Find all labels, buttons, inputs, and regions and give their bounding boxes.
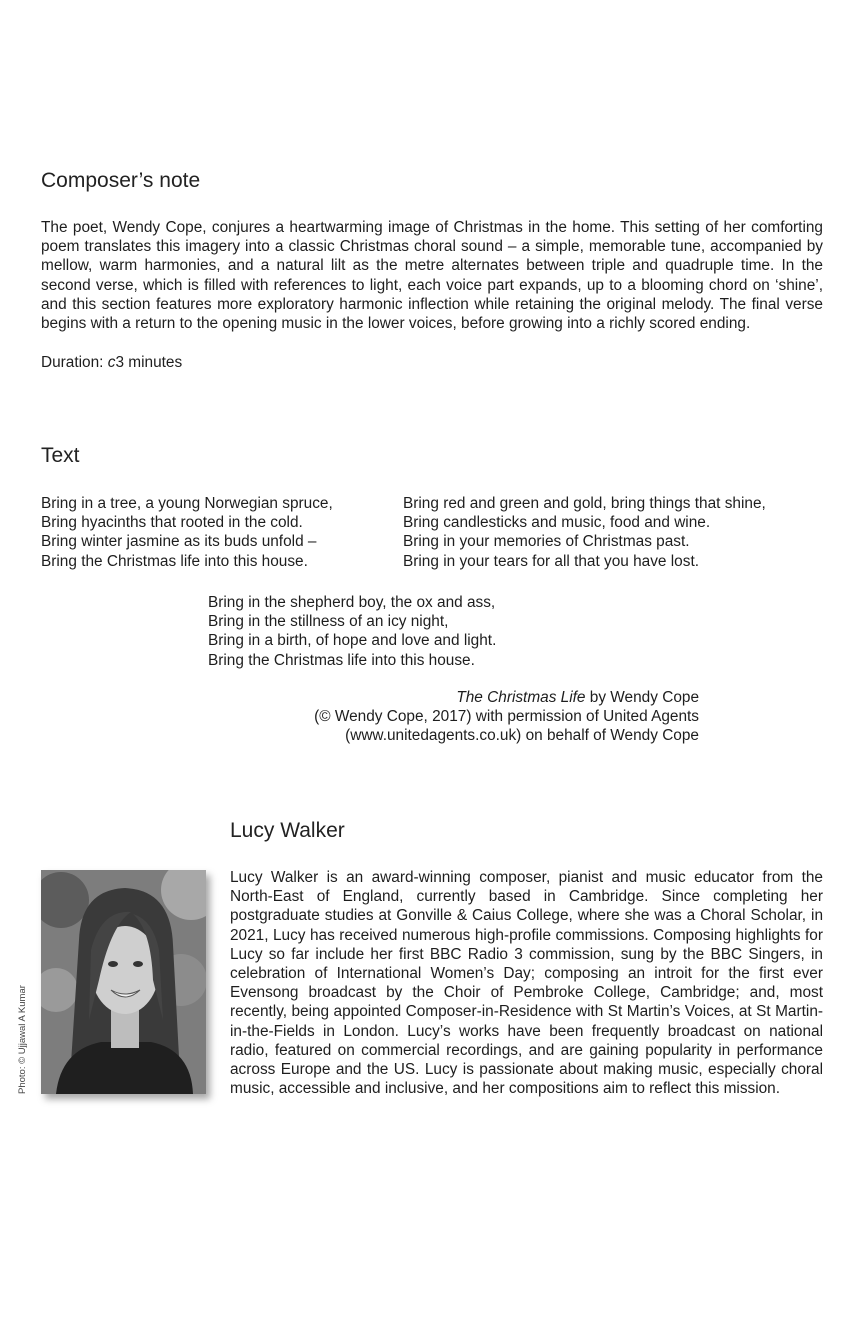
poem-title: The Christmas Life — [456, 689, 586, 706]
stanza-line: Bring the Christmas life into this house. — [41, 552, 308, 570]
bio-heading: Lucy Walker — [230, 819, 345, 842]
poem-credit — [314, 688, 699, 746]
stanza-line: Bring red and green and gold, bring things that shine, — [403, 495, 766, 512]
stanza-line: Bring the Christmas life into this house. — [208, 651, 475, 669]
composers-note-paragraph: The poet, Wendy Cope, conjures a heartwarming image of Christmas in the home. This setting of her comforting poem translates this imagery into a classic Christmas choral sound – a simple, memorable tune, accompanied by mellow, warm harmonies, and a natural lilt as the metre alternates between triple and quadruple time. In the second verse, which is filled with references to light, each voice part expands, up to a blooming chord on ‘shine’, and this section features more exploratory harmonic inflection while retaining the original melody. The final verse begins with a return to the opening music in the lower voices, before growing into a richly scored ending. — [41, 219, 823, 333]
composer-photo — [41, 870, 206, 1094]
bio-paragraph: Lucy Walker is an award-winning composer, pianist and music educator from the North-East of England, currently based in Cambridge. Since completing her postgraduate studies at Gonville & Caius College, where she was a Choral Scholar, in 2021, Lucy has received numerous high-profile commissions. Composing highlights for Lucy so far include her first BBC Radio 3 commission, sung by the BBC Singers, in celebration of International Women’s Day; composing an introit for the first ever Evensong broadcast by the Choir of Pembroke College, Cambridge; and, most recently, being appointed Composer-in-Residence with St Martin’s Voices, at St Martin-in-the-Fields in London. Lucy’s works have been frequently broadcast on national radio, featured on commercial recordings, and are gaining popularity in performance across Europe and the US. Lucy is passionate about making music, especially choral music, accessible and inclusive, and her compositions aim to reflect this mission. — [230, 869, 823, 1098]
stanza-line: Bring candlesticks and music, food and wine. — [403, 514, 711, 532]
stanza-line: Bring in a birth, of hope and love and light. — [208, 632, 497, 650]
duration-label: Duration: — [41, 354, 108, 371]
stanza-line: Bring in your tears for all that you have lost. — [403, 552, 699, 570]
stanza-line: Bring in your memories of Christmas past. — [403, 533, 690, 551]
stanza-line: Bring hyacinths that rooted in the cold. — [41, 514, 303, 532]
stanza-line: Bring in a tree, a young Norwegian spruce, — [41, 495, 333, 512]
text-heading: Text — [41, 444, 80, 467]
duration-value: 3 minutes — [115, 354, 183, 371]
composers-note-heading: Composer’s note — [41, 169, 201, 192]
duration-circa: c — [107, 354, 116, 371]
credit-line-2: (© Wendy Cope, 2017) with permission of United Agents — [314, 708, 699, 726]
stanza-3 — [208, 593, 496, 670]
stanza-2 — [403, 494, 766, 571]
portrait-illustration — [41, 870, 206, 1094]
stanza-line: Bring winter jasmine as its buds unfold – — [41, 533, 317, 551]
stanza-line: Bring in the shepherd boy, the ox and ass, — [208, 594, 496, 611]
duration — [41, 353, 182, 372]
credit-line-3: (www.unitedagents.co.uk) on behalf of Wendy Cope — [345, 727, 699, 745]
photo-credit: Photo: © Ujjawal A Kumar — [17, 985, 28, 1094]
stanza-line: Bring in the stillness of an icy night, — [208, 613, 449, 631]
credit-line-1 — [314, 688, 699, 707]
poem-author: by Wendy Cope — [585, 689, 699, 706]
stanza-1 — [41, 494, 333, 571]
